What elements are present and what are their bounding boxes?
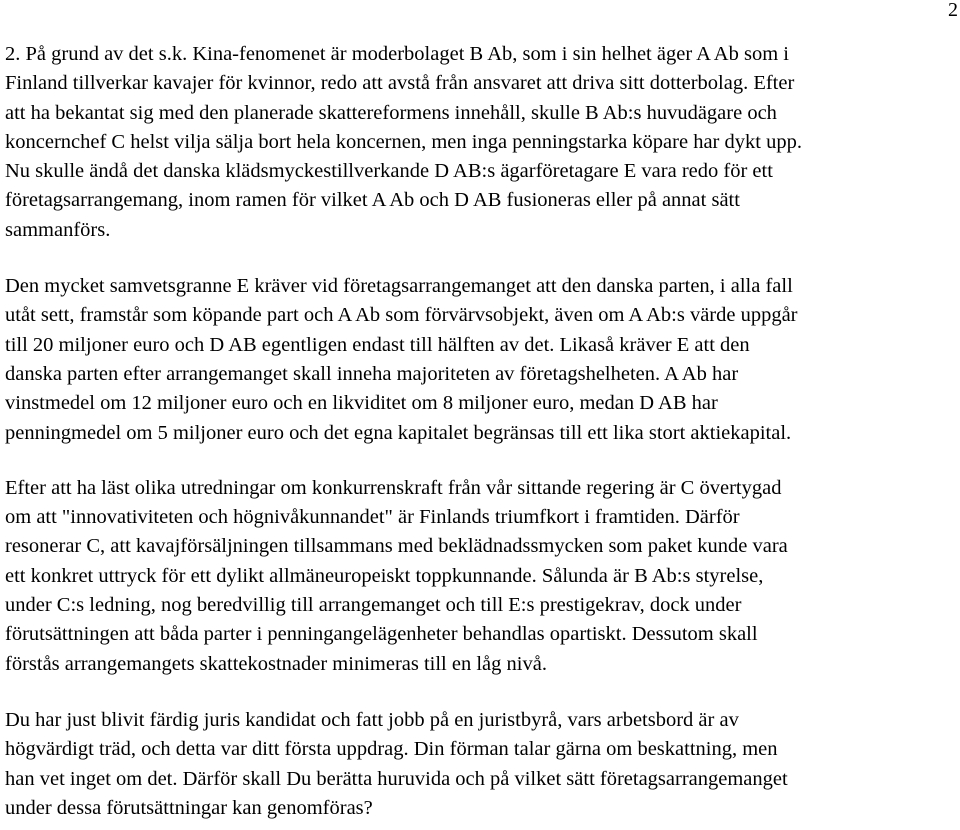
paragraph-assignment: Du har just blivit färdig juris kandidat och fatt jobb på en juristbyrå, vars arbetsbord är av högvärdigt träd, och detta var ditt första uppdrag. Din förman talar gärna om beskattning, men han vet inget om det. Därför skall Du berätta huruvida och på vilket sätt företagsarrangemanget under dessa förutsättningar kan genomföras? <box>5 708 788 819</box>
page-number: 2 <box>948 0 958 21</box>
paragraph-c-reasoning: Efter att ha läst olika utredningar om konkurrenskraft från vår sittande regering är C övertygad om att "innovativiteten och högnivåkunnandet" är Finlands triumfkort i framtiden. Därför resonerar C, att kavajförsäljningen tillsammans med beklädnadssmycken som paket kunde vara ett konkret uttryck för ett dylikt allmäneuropeiskt toppkunnande. Sålunda är B Ab:s styrelse, under C:s ledning, nog beredvillig till arrangemanget och till E:s prestigekrav, dock under förutsättningen att båda parter i penningangelägenheter behandlas opartiskt. Dessutom skall förstås arrangemangets skattekostnader minimeras till en låg nivå. <box>5 476 788 675</box>
paragraph-e-requirements: Den mycket samvetsgranne E kräver vid företagsarrangemanget att den danska parten, i alla fall utåt sett, framstår som köpande part och A Ab som förvärvsobjekt, även om A Ab:s värde uppgår till 20 miljoner euro och D AB egentligen endast till hälften av det. Likaså kräver E att den danska parten efter arrangemanget skall inneha majoriteten av företagshelheten. A Ab har vinstmedel om 12 miljoner euro och en likviditet om 8 miljoner euro, medan D AB har penningmedel om 5 miljoner euro och det egna kapitalet begränsas till ett lika stort aktiekapital. <box>5 275 798 444</box>
document-body <box>5 40 955 823</box>
paragraph-question-intro: 2. På grund av det s.k. Kina-fenomenet är moderbolaget B Ab, som i sin helhet äger A Ab som i Finland tillverkar kavajer för kvinnor, redo att avstå från ansvaret att driva sitt dotterbolag. Efter att ha bekantat sig med den planerade skattereformens innehåll, skulle B Ab:s huvudägare och koncernchef C helst vilja sälja bort hela koncernen, men inga penningstarka köpare har dykt upp. Nu skulle ändå det danska klädsmyckestillverkande D AB:s ägarföretagare E vara redo för ett företagsarrangemang, inom ramen för vilket A Ab och D AB fusioneras eller på annat sätt sammanförs. <box>5 43 802 241</box>
